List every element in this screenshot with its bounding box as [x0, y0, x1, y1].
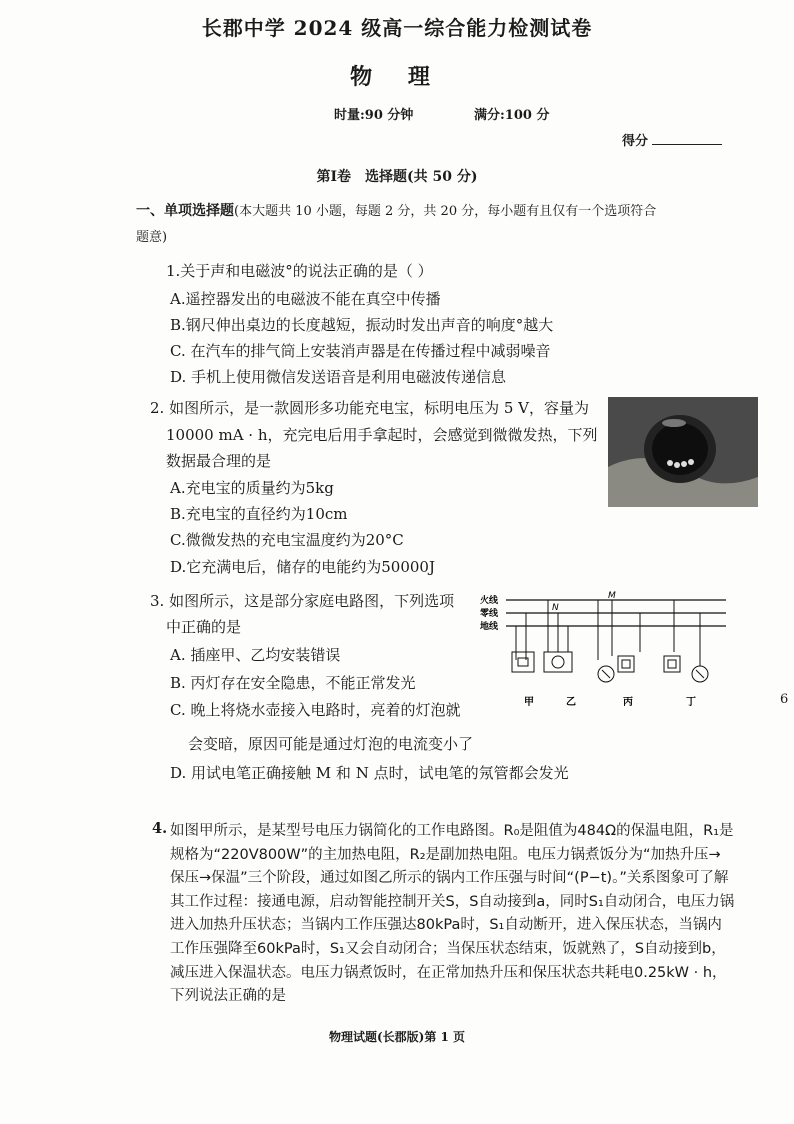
lamp-bing-label: 丙: [623, 697, 633, 708]
q3-option-c-cont: 会变暗，原因可能是通过灯泡的电流变小了: [188, 735, 474, 753]
q3-option-b[interactable]: B. 丙灯存在安全隐患，不能正常发光: [170, 674, 416, 692]
exam-title: 长郡中学 2024 级高一综合能力检测试卷: [201, 16, 593, 40]
q2-option-a[interactable]: A.充电宝的质量约为5kg: [170, 479, 334, 497]
q1-option-c[interactable]: C. 在汽车的排气筒上安装消声器是在传播过程中减弱噪音: [170, 342, 551, 360]
point-n-label: N: [552, 603, 559, 613]
socket-jia-label: 甲: [524, 697, 534, 708]
part-desc-2: 题意): [136, 230, 168, 245]
q2-option-b[interactable]: B.充电宝的直径约为10cm: [170, 505, 348, 523]
q3-option-c[interactable]: C. 晚上将烧水壶接入电路时，亮着的灯泡就: [170, 701, 461, 719]
score-blank[interactable]: [652, 144, 722, 145]
section-title: 第Ⅰ卷 选择题(共 50 分): [316, 169, 478, 185]
q2-option-c[interactable]: C.微微发热的充电宝温度约为20°C: [170, 531, 404, 549]
point-m-label: M: [608, 591, 616, 601]
page-footer: 物理试题(长郡版)第 1 页: [328, 1030, 466, 1044]
q2-stem-3: 数据最合理的是: [166, 452, 272, 470]
q3-stem-2: 中正确的是: [166, 618, 242, 636]
household-circuit-diagram: [478, 590, 728, 720]
q2-stem-2: 10000 mA · h，充完电后用手拿起时，会感觉到微微发热，下列: [166, 426, 598, 444]
q1-stem: 1.关于声和电磁波°的说法正确的是（ ）: [166, 262, 433, 280]
q1-option-a[interactable]: A.遥控器发出的电磁波不能在真空中传播: [170, 290, 441, 308]
q3-option-d[interactable]: D. 用试电笔正确接触 M 和 N 点时，试电笔的氖管都会发光: [170, 764, 569, 782]
q3-option-a[interactable]: A. 插座甲、乙均安装错误: [170, 646, 341, 664]
page-edge-mark: 6: [780, 692, 789, 707]
q3-stem-1: 3. 如图所示，这是部分家庭电路图，下列选项: [150, 592, 455, 610]
part-desc: (本大题共 10 小题，每题 2 分，共 20 分，每小题有且仅有一个选项符合: [234, 204, 657, 219]
q1-option-b[interactable]: B.钢尺伸出桌边的长度越短，振动时发出声音的响度°越大: [170, 316, 554, 334]
score-label: 得分: [622, 134, 649, 149]
power-bank-photo: [608, 397, 758, 507]
q2-stem-1: 2. 如图所示，是一款圆形多功能充电宝，标明电压为 5 V，容量为: [150, 399, 589, 417]
time-limit: 时量:90 分钟: [334, 108, 414, 123]
q4-stem: 如图甲所示，是某型号电压力锅简化的工作电路图。R₀是阻值为484Ω的保温电阻，R₁是规格为“220V800W”的主加热电阻，R₂是副加热电阻。电压力锅煮饭分为“加热升压→保压→保温”三个阶段，通过如图乙所示的锅内工作压强与时间“(P−t)。”关系图象可了解其工作过程：接通电源，启动智能控制开关S，S自动接到a，同时S₁自动闭合，电压力锅进入加热升压状态；当锅内工作压强达80kPa时，S₁自动断开，进入保压状态，当锅内工作压强降至60kPa时，S₁又会自动闭合；当保压状态结束，饭就熟了，S自动接到b，减压进入保温状态。电压力锅煮饭时，在正常加热升压和保压状态共耗电0.25kW · h，下列说法正确的是: [170, 823, 735, 1005]
ground-wire-label: 地线: [480, 622, 499, 632]
q2-option-d[interactable]: D.它充满电后，储存的电能约为50000J: [170, 558, 435, 576]
part-heading: 一、单项选择题: [136, 203, 234, 219]
subject-title: 物 理: [350, 64, 444, 90]
full-score: 满分:100 分: [474, 108, 550, 123]
lamp-ding-label: 丁: [686, 697, 696, 708]
part-intro: [136, 198, 696, 251]
live-wire-label: 火线: [480, 596, 499, 606]
q1-option-d[interactable]: D. 手机上使用微信发送语音是利用电磁波传递信息: [170, 368, 507, 386]
socket-yi-label: 乙: [566, 697, 576, 708]
q4-number: 4.: [152, 820, 168, 837]
neutral-wire-label: 零线: [480, 609, 499, 619]
